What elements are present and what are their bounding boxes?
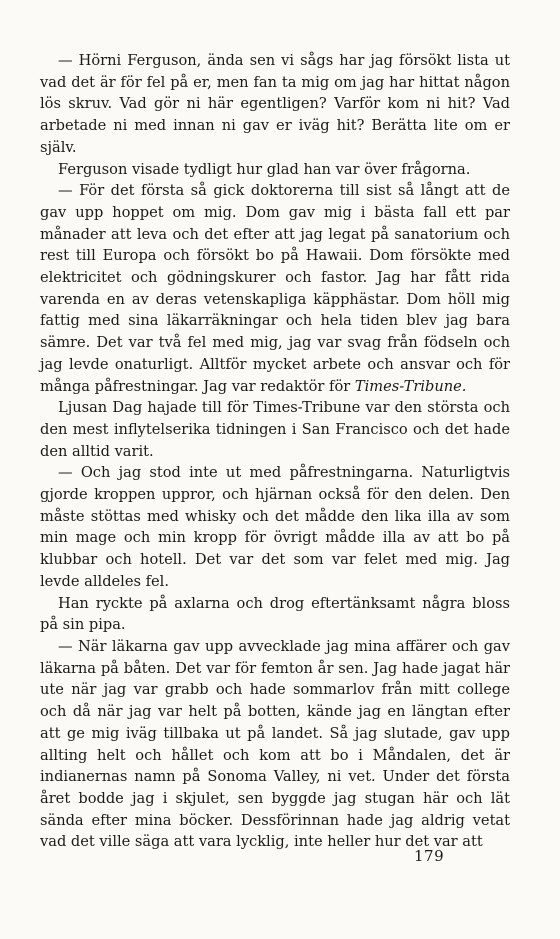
paragraph-7 bbox=[40, 636, 510, 853]
paragraph-2-text: Ferguson visade tydligt hur glad han var över frågorna. bbox=[58, 160, 471, 178]
paragraph-4 bbox=[40, 397, 510, 462]
paragraph-2 bbox=[40, 159, 510, 181]
paragraph-1 bbox=[40, 50, 510, 159]
paragraph-3 bbox=[40, 180, 510, 397]
paragraph-3-emphasis: Times-Tribune. bbox=[354, 377, 467, 395]
paragraph-5-text: — Och jag stod inte ut med påfrestningarna. Naturligtvis gjorde kroppen uppror, och hjärnan också för den delen. Den måste stöttas med whisky och det mådde den lika illa av som min mage och min kropp för övrigt mådde illa av att bo på klubbar och hotell. Det var det som var felet med mig. Jag levde alldeles fel. bbox=[40, 464, 510, 590]
book-page bbox=[40, 50, 510, 853]
paragraph-6 bbox=[40, 593, 510, 636]
paragraph-6-text: Han ryckte på axlarna och drog eftertänksamt några bloss på sin pipa. bbox=[40, 594, 510, 634]
paragraph-1-text: — Hörni Ferguson, ända sen vi sågs har jag försökt lista ut vad det är för fel på er, men fan ta mig om jag har hittat någon lös skruv. Vad gör ni här egentligen? Varför kom ni hit? Vad arbetade ni med innan ni gav er iväg hit? Berätta lite om er själv. bbox=[40, 52, 510, 156]
paragraph-7-text: — När läkarna gav upp avvecklade jag mina affärer och gav läkarna på båten. Det var för femton år sen. Jag hade jagat här ute när jag var grabb och hade sommarlov från mitt college och då när jag var helt på botten, kände jag en längtan efter att ge mig iväg tillbaka ut på landet. Så jag slutade, gav upp allting helt och hållet och kom att bo i Måndalen, det är indianernas namn på Sonoma Valley, ni vet. Under det första året bodde jag i skjulet, sen byggde jag stugan här och lät sända efter mina böcker. Dessförinnan hade jag aldrig vetat vad det ville säga att vara lycklig, inte heller hur det var att bbox=[40, 637, 510, 851]
paragraph-4-text: Ljusan Dag hajade till för Times-Tribune var den största och den mest inflytelserika tidningen i San Francisco och det hade den alltid varit. bbox=[40, 399, 510, 460]
paragraph-3-text: — För det första så gick doktorerna till sist så långt att de gav upp hoppet om mig. Dom gav mig i bästa fall ett par månader att leva och det efter att jag legat på sanatorium och rest till Europa och försökt bo på Hawaii. Dom försökte med elektricitet och gödningskurer och fastor. Jag har fått rida varenda en av deras vetenskapliga käpphästar. Dom höll mig fattig med sina läkarräkningar och hela tiden blev jag bara sämre. Det var två fel med mig, jag var svag från födseln och jag levde onaturligt. Alltför mycket arbete och ansvar och för många påfrestningar. Jag var redaktör för bbox=[40, 182, 510, 395]
page-number: 179 bbox=[414, 847, 445, 865]
paragraph-5 bbox=[40, 462, 510, 592]
